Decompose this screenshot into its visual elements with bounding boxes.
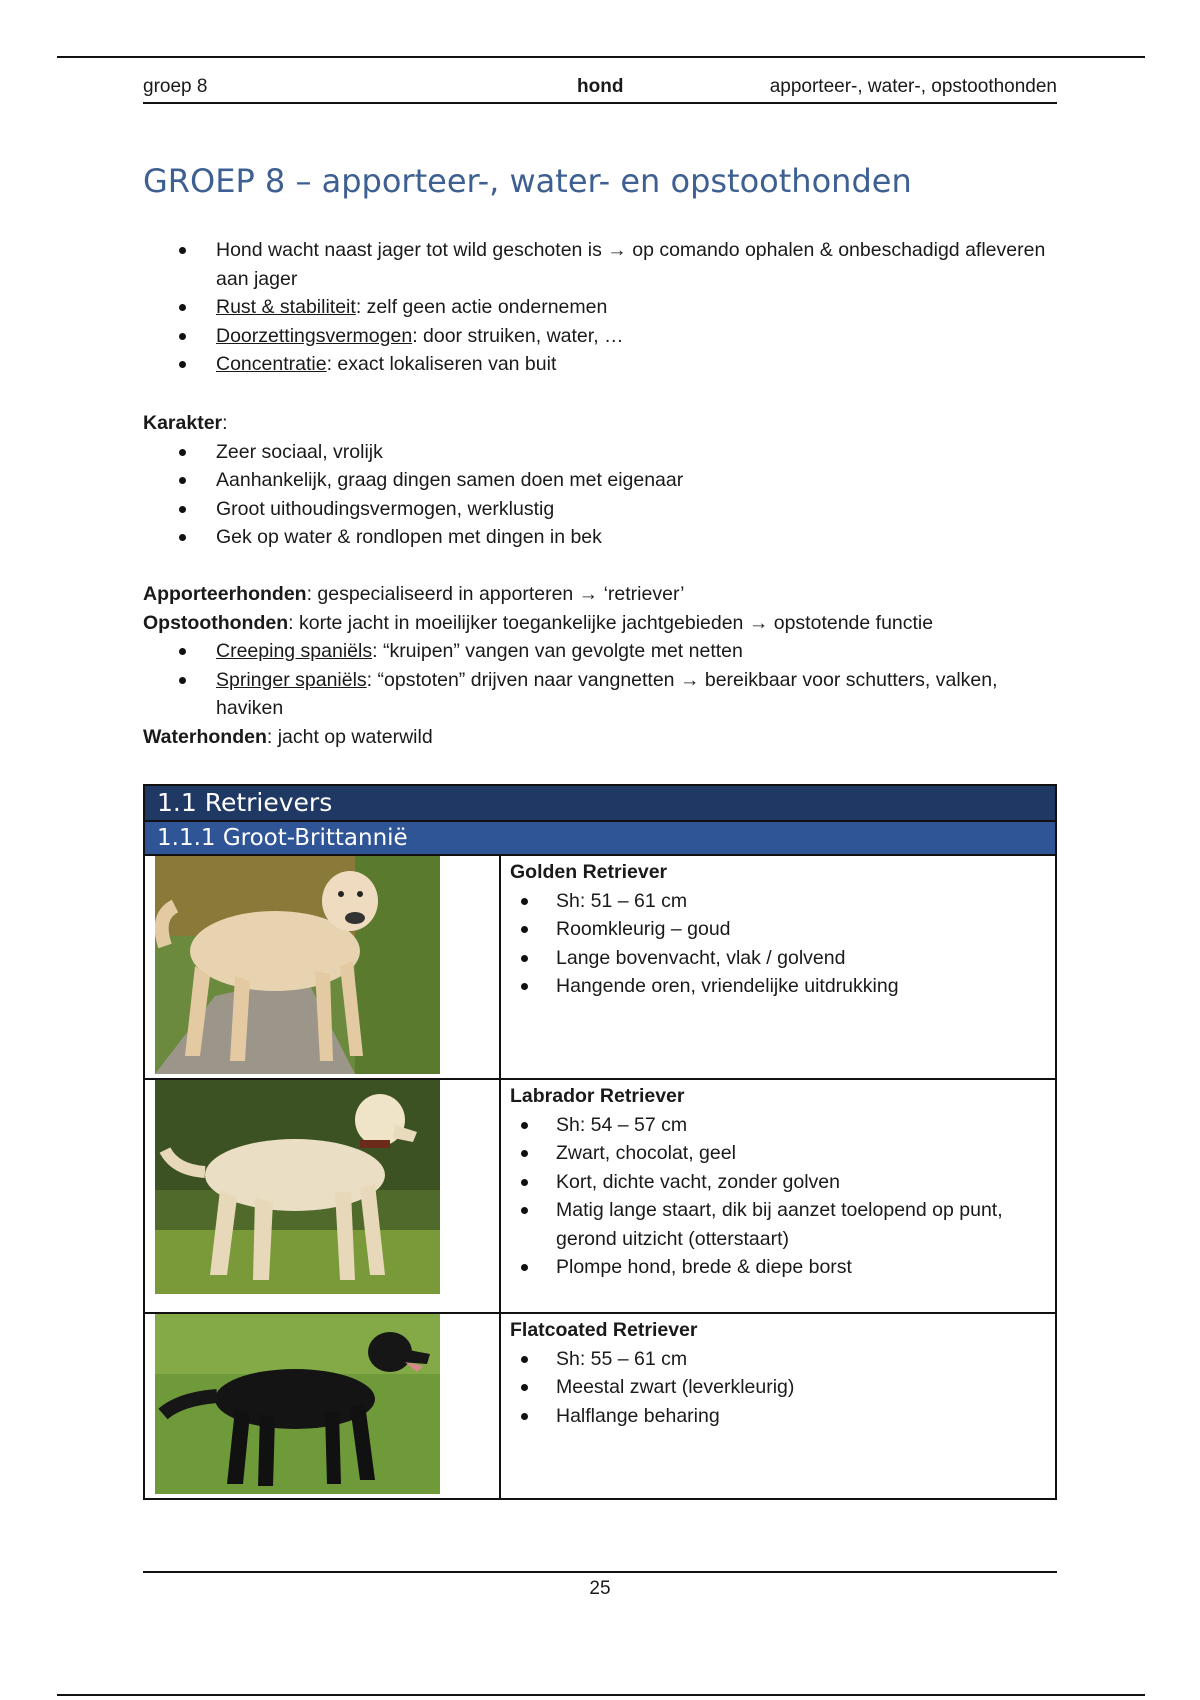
list-item: Creeping spaniëls: “kruipen” vangen van gevolgte met netten — [143, 637, 1063, 666]
bullet-dot-icon — [521, 926, 528, 933]
bullet-dot-icon — [179, 247, 186, 254]
page-title: GROEP 8 – apporteer-, water- en opstoothonden — [143, 162, 912, 200]
bullet-dot-icon — [521, 1384, 528, 1391]
header-center: hond — [577, 76, 624, 97]
bullet-dot-icon — [521, 1356, 528, 1363]
list-item: Gek op water & rondlopen met dingen in bek — [143, 523, 1063, 552]
list-item: Sh: 51 – 61 cm — [510, 887, 1047, 916]
bullet-dot-icon — [179, 449, 186, 456]
bullet-dot-icon — [179, 534, 186, 541]
list-item: Roomkleurig – goud — [510, 915, 1047, 944]
list-item: Aanhankelijk, graag dingen samen doen met eigenaar — [143, 466, 1063, 495]
table-row — [145, 854, 1055, 1078]
breed-cell-golden — [501, 856, 1055, 1078]
bullet-dot-icon — [179, 506, 186, 513]
bullet-dot-icon — [179, 677, 186, 684]
intro-section — [143, 236, 1063, 379]
footer-rule — [143, 1571, 1057, 1573]
list-item: Matig lange staart, dik bij aanzet toelopend op punt, gerond uitzicht (otterstaart) — [510, 1196, 1047, 1253]
bullet-dot-icon — [521, 898, 528, 905]
table-row — [145, 1312, 1055, 1498]
flatcoated-retriever-photo — [155, 1314, 440, 1494]
bullet-dot-icon — [521, 1122, 528, 1129]
list-item: Kort, dichte vacht, zonder golven — [510, 1168, 1047, 1197]
bullet-dot-icon — [179, 477, 186, 484]
spaniel-list — [143, 637, 1063, 723]
golden-retriever-photo — [155, 856, 440, 1074]
section-heading-retrievers: 1.1 Retrievers — [145, 786, 1055, 822]
list-item: Doorzettingsvermogen: door struiken, water, … — [143, 322, 1063, 351]
bullet-dot-icon — [521, 1150, 528, 1157]
breed-name: Golden Retriever — [510, 861, 668, 883]
opstoot-line: Opstoothonden: korte jacht in moeilijker toegankelijke jachtgebieden → opstotende functie — [143, 611, 934, 634]
bullet-dot-icon — [521, 1207, 528, 1214]
breed-traits — [510, 887, 1047, 1001]
list-item: Rust & stabiliteit: zelf geen actie ondernemen — [143, 293, 1063, 322]
breed-traits — [510, 1111, 1047, 1282]
list-item: Lange bovenvacht, vlak / golvend — [510, 944, 1047, 973]
karakter-heading: Karakter: — [143, 412, 228, 434]
breed-cell-flatcoated — [501, 1314, 1055, 1498]
list-item: Sh: 54 – 57 cm — [510, 1111, 1047, 1140]
photo-cell — [145, 1314, 501, 1498]
top-page-rule — [57, 56, 1145, 58]
list-item: Springer spaniëls: “opstoten” drijven naar vangnetten → bereikbaar voor schutters, valken, haviken — [143, 666, 1063, 723]
bottom-page-rule — [57, 1694, 1145, 1696]
bullet-dot-icon — [179, 304, 186, 311]
table-row — [145, 1078, 1055, 1312]
apporteer-line: Apporteerhonden: gespecialiseerd in apporteren → ‘retriever’ — [143, 583, 685, 605]
bullet-dot-icon — [179, 361, 186, 368]
page-number: 25 — [589, 1578, 611, 1599]
breed-traits — [510, 1345, 1047, 1431]
retrievers-table — [143, 784, 1057, 1500]
list-item: Meestal zwart (leverkleurig) — [510, 1373, 1047, 1402]
types-section — [143, 580, 1063, 751]
list-item: Zeer sociaal, vrolijk — [143, 438, 1063, 467]
karakter-section — [143, 409, 1063, 552]
subsection-heading-groot-brittannie: 1.1.1 Groot-Brittannië — [145, 822, 1055, 854]
list-item: Hangende oren, vriendelijke uitdrukking — [510, 972, 1047, 1001]
bullet-dot-icon — [521, 1179, 528, 1186]
labrador-retriever-photo — [155, 1080, 440, 1294]
water-line: Waterhonden: jacht op waterwild — [143, 725, 433, 748]
bullet-dot-icon — [521, 983, 528, 990]
photo-cell — [145, 856, 501, 1078]
bullet-dot-icon — [521, 955, 528, 962]
list-item: Concentratie: exact lokaliseren van buit — [143, 350, 1063, 379]
karakter-list — [143, 438, 1063, 552]
photo-cell — [145, 1080, 501, 1312]
list-item: Zwart, chocolat, geel — [510, 1139, 1047, 1168]
list-item: Groot uithoudingsvermogen, werklustig — [143, 495, 1063, 524]
breed-name: Labrador Retriever — [510, 1085, 685, 1107]
list-item: Plompe hond, brede & diepe borst — [510, 1253, 1047, 1282]
bullet-dot-icon — [521, 1264, 528, 1271]
header-right: apporteer-, water-, opstoothonden — [769, 76, 1057, 97]
bullet-dot-icon — [179, 648, 186, 655]
breed-cell-labrador — [501, 1080, 1055, 1312]
header-left: groep 8 — [143, 76, 208, 97]
bullet-dot-icon — [179, 333, 186, 340]
list-item: Sh: 55 – 61 cm — [510, 1345, 1047, 1374]
list-item: Hond wacht naast jager tot wild geschoten is → op comando ophalen & onbeschadigd afleveren aan jager — [143, 236, 1063, 293]
list-item: Halflange beharing — [510, 1402, 1047, 1431]
bullet-dot-icon — [521, 1413, 528, 1420]
breed-name: Flatcoated Retriever — [510, 1319, 698, 1341]
intro-list — [143, 236, 1063, 379]
page-header — [143, 74, 1057, 104]
